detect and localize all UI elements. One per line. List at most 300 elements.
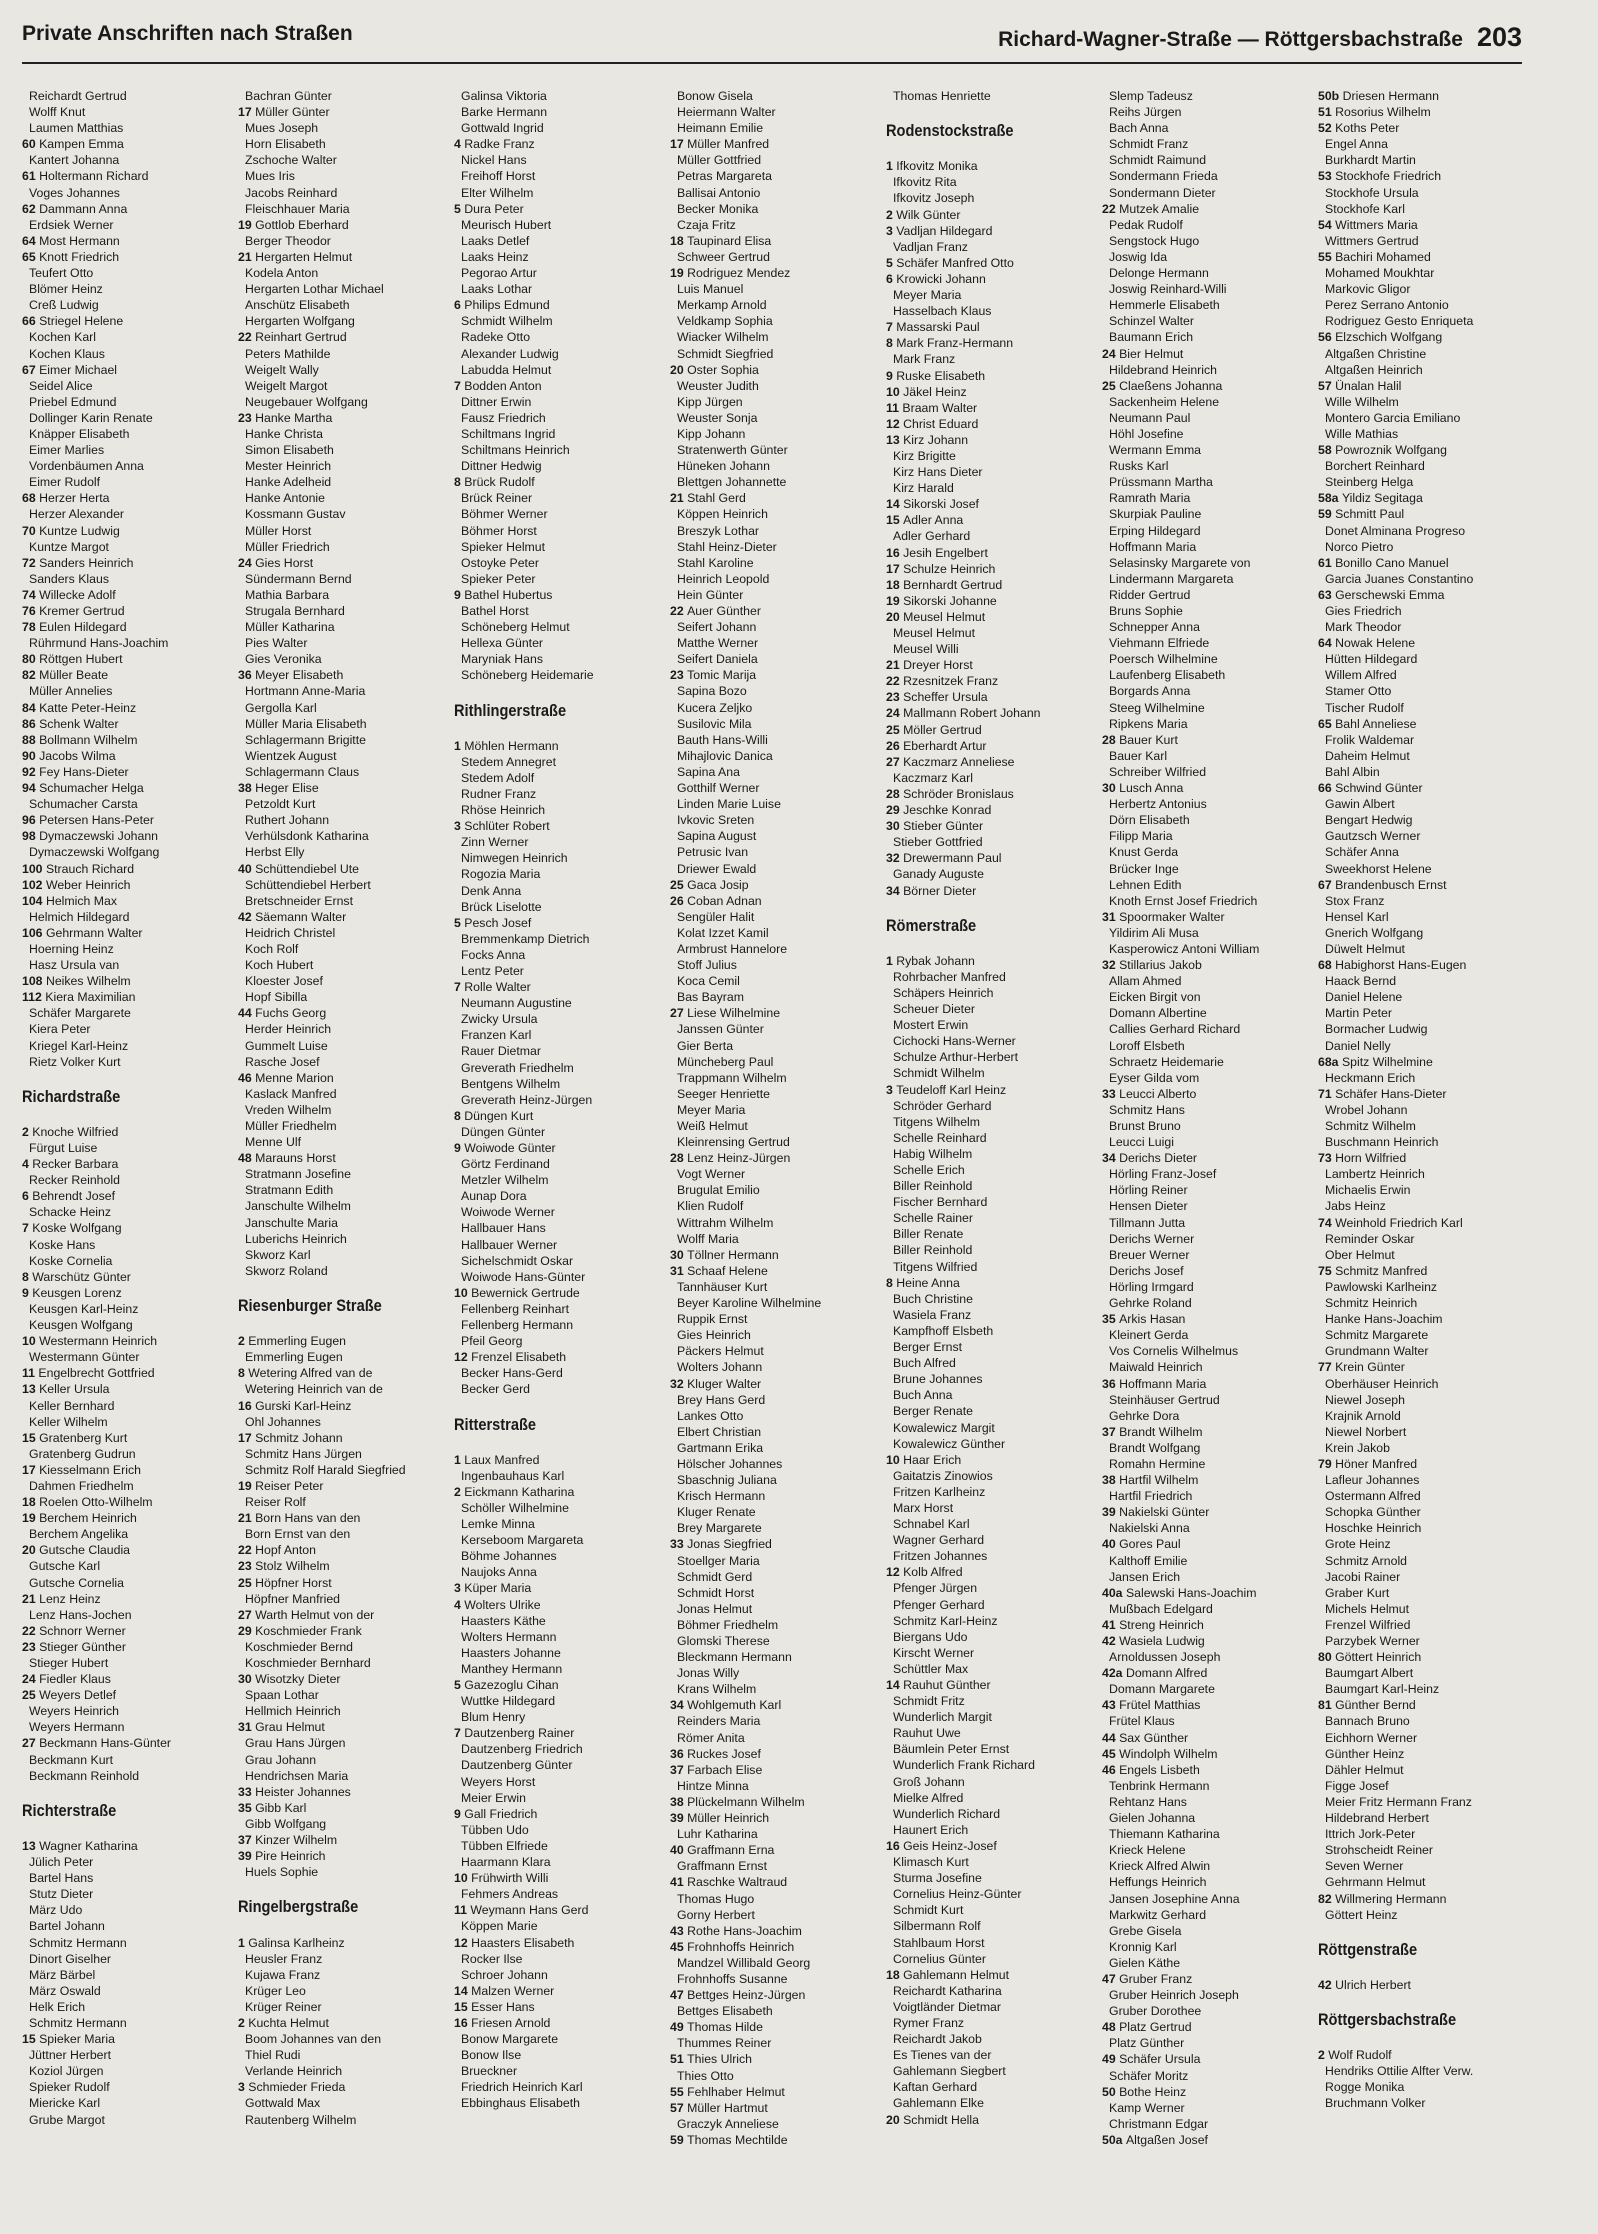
resident-entry [238, 1719, 438, 1735]
house-number: 41 [1102, 1617, 1120, 1632]
column-1 [22, 88, 222, 2128]
resident-entry: Hendrichsen Maria [245, 1768, 349, 1783]
resident-entry: Köppen Marie [461, 1919, 538, 1934]
house-number: 1 [886, 953, 897, 968]
resident-entry [1318, 1054, 1518, 1070]
resident-entry: Wittmers Gertrud [1325, 233, 1419, 248]
resident-entry: Rymer Franz [893, 2015, 965, 2030]
resident-name: Tomic Marija [687, 668, 757, 683]
resident-name: Teudeloff Karl Heinz [896, 1082, 1007, 1097]
resident-name: Friesen Arnold [471, 2015, 551, 2030]
resident-entry: Meurisch Hubert [461, 217, 552, 232]
house-number: 45 [1102, 1746, 1120, 1761]
resident-name: Strauch Richard [45, 861, 135, 876]
resident-entry: Denk Anna [461, 883, 522, 898]
street-heading: Ritterstraße [454, 1414, 537, 1434]
resident-entry: Wiacker Wilhelm [677, 330, 769, 345]
resident-entry: Pegorao Artur [461, 266, 537, 281]
house-number: 17 [22, 1462, 40, 1477]
house-number: 3 [454, 819, 465, 834]
resident-entry [22, 1220, 222, 1236]
resident-entry: Böhmer Friedhelm [677, 1617, 779, 1632]
resident-entry: Herzer Alexander [29, 507, 125, 522]
resident-entry: Schelle Rainer [893, 1211, 973, 1226]
resident-entry [454, 201, 654, 217]
house-number: 54 [1318, 217, 1336, 232]
resident-entry: Kleinert Gerda [1109, 1328, 1189, 1343]
resident-entry [670, 603, 870, 619]
resident-name: Thomas Hilde [687, 2020, 763, 2035]
resident-entry [238, 1800, 438, 1816]
resident-entry: Rauer Dietmar [461, 1044, 541, 1059]
resident-entry [22, 1542, 222, 1558]
resident-entry: Ober Helmut [1325, 1247, 1395, 1262]
resident-entry: Kerseboom Margareta [461, 1533, 584, 1548]
resident-entry: Hoffmann Maria [1109, 539, 1197, 554]
house-number: 1 [238, 1935, 249, 1950]
resident-entry [1102, 2051, 1302, 2067]
resident-name: Gerschewski Emma [1335, 587, 1445, 602]
resident-entry: Hörling Franz-Josef [1109, 1167, 1217, 1182]
resident-entry: Erping Hildegard [1109, 523, 1201, 538]
resident-entry [22, 619, 222, 635]
spacer [886, 899, 1086, 915]
house-number: 10 [886, 384, 904, 399]
resident-entry: Emmerling Eugen [245, 1350, 343, 1365]
resident-entry [670, 2100, 870, 2116]
resident-entry: Ingenbauhaus Karl [461, 1468, 565, 1483]
resident-entry: Heiermann Walter [677, 105, 776, 120]
house-number: 72 [22, 555, 40, 570]
house-number: 65 [1318, 716, 1336, 731]
resident-entry: Mohamed Moukhtar [1325, 266, 1435, 281]
resident-entry: Graczyk Anneliese [677, 2116, 779, 2131]
resident-name: Bachiri Mohamed [1335, 249, 1431, 264]
resident-entry: Stedem Annegret [461, 754, 557, 769]
resident-entry: Schreiber Wilfried [1109, 764, 1207, 779]
resident-entry [670, 893, 870, 909]
resident-entry [1102, 1665, 1302, 1681]
resident-entry: Jüttner Herbert [29, 2048, 112, 2063]
resident-name: Müller Heinrich [687, 1811, 770, 1826]
resident-name: Reinhart Gertrud [255, 330, 347, 345]
resident-entry: Hergarten Wolfgang [245, 314, 355, 329]
resident-entry: Gahlemann Elke [893, 2096, 984, 2111]
resident-name: Fey Hans-Dieter [39, 764, 129, 779]
resident-entry: März Oswald [29, 1983, 101, 1998]
resident-entry [22, 780, 222, 796]
resident-entry: Schmitz Karl-Heinz [893, 1613, 998, 1628]
resident-entry: Nimwegen Heinrich [461, 851, 568, 866]
house-number: 5 [886, 255, 897, 270]
resident-name: Sikorski Johanne [903, 593, 997, 608]
resident-name: Scheffer Ursula [903, 690, 988, 705]
house-number: 12 [886, 416, 904, 431]
resident-entry: Luis Manuel [677, 282, 744, 297]
resident-entry: Seidel Alice [29, 378, 93, 393]
house-number: 32 [1102, 958, 1120, 973]
resident-entry: Meier Erwin [461, 1790, 526, 1805]
resident-name: Arkis Hasan [1119, 1312, 1186, 1327]
resident-entry [1318, 1456, 1518, 1472]
resident-entry: Gratenberg Gudrun [29, 1446, 136, 1461]
resident-entry [670, 1923, 870, 1939]
resident-entry [22, 861, 222, 877]
resident-name: Heger Elise [255, 781, 319, 796]
house-number: 11 [454, 1903, 471, 1918]
resident-name: Küper Maria [464, 1581, 532, 1596]
house-number: 19 [670, 266, 688, 281]
resident-entry: Bathel Horst [461, 604, 529, 618]
resident-entry: Schmidt Wilhelm [893, 1066, 985, 1081]
resident-entry [238, 1478, 438, 1494]
resident-entry: Haack Bernd [1325, 974, 1397, 989]
resident-entry: Grebe Gisela [1109, 1923, 1182, 1938]
resident-name: Lusch Anna [1119, 781, 1184, 796]
resident-entry: Dautzenberg Günter [461, 1758, 573, 1773]
house-number: 1 [454, 738, 465, 753]
resident-entry: Sündermann Bernd [245, 571, 352, 586]
spacer [238, 1880, 438, 1896]
resident-entry [22, 1333, 222, 1349]
resident-entry [238, 1333, 438, 1349]
resident-entry [886, 207, 1086, 223]
resident-name: Domann Alfred [1125, 1666, 1208, 1681]
house-number: 30 [670, 1247, 688, 1262]
resident-entry: Eimer Rudolf [29, 475, 101, 490]
resident-entry [22, 925, 222, 941]
house-number: 13 [22, 1382, 40, 1397]
resident-entry [1318, 555, 1518, 571]
resident-entry: Heffungs Heinrich [1109, 1875, 1207, 1890]
resident-entry [22, 1671, 222, 1687]
resident-name: Bier Helmut [1119, 346, 1184, 361]
resident-entry [670, 2132, 870, 2148]
resident-entry: Brunst Bruno [1109, 1119, 1181, 1133]
resident-entry: Baumann Erich [1109, 330, 1194, 345]
resident-entry: Focks Anna [461, 947, 526, 962]
resident-entry: Becker Monika [677, 201, 759, 216]
resident-entry: Janschulte Wilhelm [245, 1199, 351, 1214]
resident-entry: Voges Johannes [29, 185, 120, 200]
house-number: 31 [1102, 909, 1120, 924]
resident-entry: Bentgens Wilhelm [461, 1076, 561, 1091]
resident-name: Müller Hartmut [687, 2100, 768, 2115]
resident-entry [1102, 957, 1302, 973]
house-number: 23 [238, 1559, 256, 1574]
resident-name: Kinzer Wilhelm [255, 1833, 338, 1848]
house-number: 30 [1102, 781, 1120, 796]
resident-entry [238, 909, 438, 925]
resident-entry [238, 1150, 438, 1166]
resident-entry: Müller Friedrich [245, 539, 330, 554]
resident-entry [22, 716, 222, 732]
resident-entry: Kolat Izzet Kamil [677, 925, 769, 940]
resident-name: Emmerling Eugen [248, 1334, 347, 1349]
resident-entry [1318, 506, 1518, 522]
resident-entry [670, 877, 870, 893]
resident-entry: Tillmann Jutta [1109, 1215, 1186, 1230]
resident-entry [1102, 1633, 1302, 1649]
resident-entry: Schröder Gerhard [893, 1098, 992, 1113]
resident-entry: Schmidt Wilhelm [461, 314, 553, 329]
house-number: 14 [454, 1983, 472, 1998]
resident-entry: Jacobs Reinhard [245, 185, 338, 200]
resident-entry: Kodela Anton [245, 266, 319, 281]
resident-entry [1102, 2084, 1302, 2100]
resident-entry [1102, 1971, 1302, 1987]
resident-name: Lenz Heinz-Jürgen [687, 1151, 791, 1166]
resident-entry: Yildirim Ali Musa [1109, 925, 1199, 940]
resident-entry [670, 1263, 870, 1279]
resident-name: Meusel Helmut [903, 609, 986, 624]
resident-name: Radke Franz [464, 137, 535, 152]
house-number: 17 [886, 561, 904, 576]
resident-entry: Joswig Reinhard-Willi [1109, 282, 1227, 297]
resident-entry: Gielen Käthe [1109, 1955, 1181, 1970]
resident-entry: Miericke Karl [29, 2096, 101, 2111]
resident-entry: Müller Horst [245, 523, 312, 538]
resident-entry: Tübben Udo [461, 1822, 529, 1837]
house-number: 9 [454, 1806, 465, 1821]
column-2 [238, 88, 438, 2128]
resident-entry: Eicken Birgit von [1109, 990, 1201, 1005]
house-number: 3 [886, 223, 897, 238]
resident-entry: Petzoldt Kurt [245, 797, 316, 812]
resident-entry: Gehrmann Helmut [1325, 1875, 1426, 1890]
resident-entry [886, 705, 1086, 721]
resident-entry: Klimasch Kurt [893, 1855, 969, 1870]
resident-entry: Groß Johann [893, 1774, 965, 1789]
resident-entry [22, 989, 222, 1005]
resident-entry: Strugala Bernhard [245, 604, 345, 618]
resident-entry: Tenbrink Hermann [1109, 1778, 1210, 1793]
resident-entry: Gottwald Max [245, 2096, 321, 2111]
resident-name: Coban Adnan [687, 893, 762, 908]
resident-name: Geis Heinz-Josef [903, 1838, 997, 1853]
resident-entry: Wunderlich Frank Richard [893, 1758, 1035, 1773]
resident-entry: Peters Mathilde [245, 346, 331, 361]
resident-entry: Ostoyke Peter [461, 555, 539, 570]
resident-entry: Altgaßen Heinrich [1325, 362, 1423, 377]
resident-entry: Stahl Heinz-Dieter [677, 539, 777, 554]
resident-entry: Linden Marie Luise [677, 797, 781, 812]
resident-entry [886, 255, 1086, 271]
resident-entry: Reinders Maria [677, 1714, 761, 1729]
resident-entry: Bonow Ilse [461, 2048, 522, 2063]
resident-entry [22, 1639, 222, 1655]
resident-entry [238, 217, 438, 233]
house-number: 23 [22, 1639, 40, 1654]
resident-entry [1318, 104, 1518, 120]
resident-entry: Maryniak Hans [461, 652, 544, 667]
house-number: 17 [670, 137, 688, 152]
house-number: 39 [1102, 1505, 1120, 1520]
resident-entry: Gibb Wolfgang [245, 1816, 327, 1831]
resident-entry: Schumacher Carsta [29, 797, 138, 812]
resident-entry: Oberhäuser Heinrich [1325, 1376, 1439, 1391]
resident-entry: Ganady Auguste [893, 867, 984, 882]
resident-entry: Berger Theodor [245, 233, 331, 248]
resident-entry: Fürgut Luise [29, 1141, 98, 1155]
resident-entry: Kucera Zeljko [677, 700, 753, 715]
resident-entry: Gergolla Karl [245, 700, 317, 715]
resident-entry: Wolters Johann [677, 1360, 763, 1375]
house-number: 19 [238, 217, 256, 232]
resident-entry [22, 748, 222, 764]
house-number: 10 [886, 1452, 904, 1467]
resident-entry [1318, 716, 1518, 732]
resident-entry: Stedem Adolf [461, 770, 535, 785]
spacer [22, 1108, 222, 1124]
house-number: 46 [238, 1070, 256, 1085]
spacer [238, 1317, 438, 1333]
resident-name: Jonas Siegfried [687, 1537, 772, 1552]
resident-entry: Berchem Angelika [29, 1527, 129, 1542]
resident-name: Ruske Elisabeth [896, 368, 986, 383]
resident-entry: Arnoldussen Joseph [1109, 1650, 1221, 1665]
resident-entry: Reminder Oskar [1325, 1231, 1415, 1246]
spacer [22, 1070, 222, 1086]
house-number: 51 [1318, 105, 1336, 120]
resident-entry: Steeg Wilhelmine [1109, 700, 1205, 715]
resident-entry [238, 2079, 438, 2095]
resident-entry: Rusks Karl [1109, 459, 1169, 474]
resident-name: Drewermann Paul [903, 851, 1002, 866]
resident-name: Jäkel Heinz [903, 384, 967, 399]
resident-name: Gazezoglu Cihan [464, 1678, 559, 1692]
resident-entry: Zinn Werner [461, 835, 529, 850]
resident-entry: Dautzenberg Friedrich [461, 1742, 583, 1757]
house-number: 6 [22, 1189, 33, 1204]
street-range-label: Richard-Wagner-Straße — Röttgersbachstraße [998, 28, 1463, 51]
resident-entry: Hörling Reiner [1109, 1183, 1188, 1198]
resident-entry [1102, 909, 1302, 925]
resident-entry: Grau Johann [245, 1752, 317, 1767]
resident-entry: Schopka Günther [1325, 1505, 1421, 1520]
house-number: 68a [1318, 1054, 1342, 1069]
resident-entry: Kloester Josef [245, 974, 323, 989]
house-number: 38 [238, 781, 256, 796]
resident-entry: Thiel Rudi [245, 2048, 301, 2063]
resident-entry: Sweekhorst Helene [1325, 861, 1432, 876]
resident-entry [886, 545, 1086, 561]
resident-entry: Mathia Barbara [245, 587, 330, 602]
resident-entry: Schmitz Hermann [29, 1935, 127, 1950]
street-heading: Rodenstockstraße [886, 121, 1014, 141]
resident-name: Most Hermann [39, 233, 120, 248]
house-number: 31 [670, 1263, 688, 1278]
house-number: 71 [1318, 1086, 1336, 1101]
house-number: 17 [238, 105, 256, 120]
resident-entry: Neumann Paul [1109, 410, 1191, 425]
house-number: 21 [238, 1511, 256, 1526]
resident-entry: Pfeil Georg [461, 1334, 523, 1349]
resident-name: Ifkovitz Monika [896, 159, 978, 174]
house-number: 18 [22, 1495, 40, 1510]
resident-entry: Hüneken Johann [677, 459, 770, 474]
house-number: 16 [238, 1398, 256, 1413]
resident-name: Sanders Heinrich [39, 555, 134, 570]
spacer [1318, 1923, 1518, 1939]
house-number: 7 [22, 1221, 33, 1236]
resident-entry [1318, 1086, 1518, 1102]
resident-entry: Petrusic Ivan [677, 845, 749, 860]
resident-entry: Bauth Hans-Willi [677, 732, 768, 747]
house-number: 14 [886, 497, 904, 512]
resident-entry: Böhmer Werner [461, 507, 548, 522]
house-number: 66 [1318, 781, 1336, 796]
resident-entry: Gartmann Erika [677, 1440, 764, 1455]
resident-entry: Hoschke Heinrich [1325, 1521, 1422, 1536]
resident-entry: März Bärbel [29, 1967, 96, 1982]
resident-entry: Schäfer Moritz [1109, 2068, 1189, 2083]
resident-entry: Markwitz Gerhard [1109, 1907, 1207, 1922]
resident-entry: Schacke Heinz [29, 1205, 112, 1220]
house-number: 5 [454, 1678, 465, 1692]
resident-entry [886, 335, 1086, 351]
resident-name: Krowicki Johann [896, 271, 986, 286]
resident-entry: Heinrich Leopold [677, 571, 770, 586]
resident-entry: Dinort Giselher [29, 1951, 112, 1966]
street-heading: Röttgersbachstraße [1318, 2010, 1457, 2030]
resident-name: Pesch Josef [464, 915, 532, 930]
resident-entry [454, 1597, 654, 1613]
resident-entry [1318, 957, 1518, 973]
resident-name: Gibb Karl [255, 1800, 307, 1815]
resident-name: Engels Lisbeth [1119, 1762, 1200, 1777]
resident-entry: Fritzen Karlheinz [893, 1484, 986, 1499]
house-number: 58a [1318, 491, 1342, 506]
resident-entry: Vadljan Franz [893, 239, 968, 254]
resident-entry: Gautzsch Werner [1325, 829, 1421, 844]
resident-entry: Lenz Hans-Jochen [29, 1607, 132, 1622]
resident-entry [670, 490, 870, 506]
house-number: 15 [886, 513, 904, 528]
resident-entry [238, 1558, 438, 1574]
resident-entry [1318, 1150, 1518, 1166]
resident-name: Bernhardt Gertrud [903, 577, 1003, 592]
resident-name: Taupinard Elisa [687, 233, 772, 248]
resident-name: Neikes Wilhelm [45, 974, 131, 989]
resident-entry: Koske Cornelia [29, 1253, 113, 1268]
resident-name: Wittmers Maria [1335, 217, 1418, 232]
resident-entry [22, 313, 222, 329]
resident-entry: Bahl Albin [1325, 764, 1380, 779]
resident-entry: Pies Walter [245, 636, 308, 651]
resident-entry: Rehtanz Hans [1109, 1794, 1187, 1809]
resident-name: Eickmann Katharina [464, 1484, 575, 1499]
resident-entry [1102, 732, 1302, 748]
resident-entry: Voigtländer Dietmar [893, 1999, 1001, 2014]
street-heading: Richardstraße [22, 1086, 121, 1106]
resident-entry: Spaan Lothar [245, 1688, 319, 1703]
resident-entry: Jülich Peter [29, 1855, 94, 1870]
resident-name: Bauer Kurt [1119, 732, 1178, 747]
resident-entry: Verhülsdonk Katharina [245, 829, 369, 844]
resident-entry: Schöneberg Heidemarie [461, 668, 594, 683]
resident-entry: Weuster Judith [677, 378, 759, 393]
resident-entry: Rietz Volker Kurt [29, 1054, 121, 1069]
resident-entry: Päckers Helmut [677, 1344, 764, 1359]
resident-entry: Höhl Josefine [1109, 426, 1184, 441]
resident-entry: Mark Franz [893, 352, 956, 367]
resident-name: Schmitz Manfred [1335, 1263, 1428, 1278]
resident-entry: Becker Gerd [461, 1382, 531, 1397]
resident-name: Wasiela Ludwig [1119, 1634, 1205, 1648]
resident-entry: Schnepper Anna [1109, 620, 1200, 635]
resident-entry: Rodriguez Gesto Enriqueta [1325, 314, 1474, 329]
